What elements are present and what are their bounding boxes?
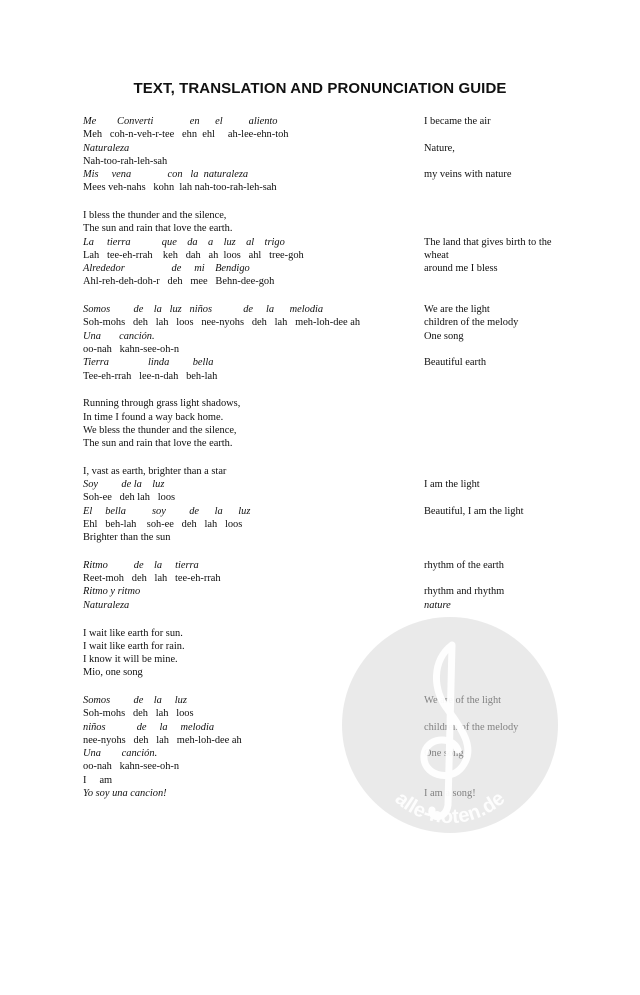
original-text: Tee-eh-rrah lee-n-dah beh-lah [83, 370, 218, 382]
watermark-text: alle-noten.de [390, 787, 510, 829]
stanza [0, 465, 640, 545]
original-text: nee-nyohs deh lah meh-loh-dee ah [83, 734, 242, 746]
original-text: Reet-moh deh lah tee-eh-rrah [83, 573, 221, 585]
lyric-row [0, 249, 640, 262]
lyric-row [0, 262, 640, 275]
lyric-row [0, 437, 640, 450]
original-text: Alrededor de mi Bendigo [83, 263, 250, 275]
translation-text: wheat [424, 249, 449, 261]
original-text: Naturaleza [83, 142, 130, 154]
stanza [0, 115, 640, 195]
original-text: Soh-ee deh lah loos [83, 492, 176, 504]
translation-text: children of the melody [424, 317, 519, 329]
lyric-row [0, 316, 640, 329]
translation-text: around me I bless [424, 263, 498, 275]
original-text: Soh-mohs deh lah loos [83, 708, 194, 720]
translation-text: Beautiful, I am the light [424, 505, 524, 517]
translation-text: One song [424, 330, 464, 342]
lyric-row [0, 559, 640, 572]
translation-text: We are the light [424, 304, 490, 316]
translation-text: rhythm and rhythm [424, 586, 505, 598]
stanza [0, 209, 640, 289]
translation-text: I am the light [424, 479, 480, 491]
original-text: Una canción. [83, 330, 155, 342]
original-text: oo-nah kahn-see-oh-n [83, 343, 180, 355]
lyric-row [0, 397, 640, 410]
original-text: oo-nah kahn-see-oh-n [83, 761, 180, 773]
stanza [0, 559, 640, 612]
original-text: Lah tee-eh-rrah keh dah ah loos ahl tree-goh [83, 249, 304, 261]
stanza [0, 397, 640, 450]
original-text: Yo soy una cancion! [83, 787, 167, 799]
lyric-row [0, 115, 640, 128]
translation-text: nature [424, 599, 451, 611]
original-text: Somos de la luz [83, 695, 187, 707]
lyric-row [0, 128, 640, 141]
original-text: The sun and rain that love the earth. [83, 223, 233, 235]
original-text: Meh coh-n-veh-r-tee ehn ehl ah-lee-ehn-toh [83, 129, 289, 141]
original-text: Soy de la luz [83, 479, 165, 491]
translation-text: The land that gives birth to the [424, 236, 552, 248]
original-text: La tierra que da a luz al trigo [83, 236, 285, 248]
lyric-row [0, 478, 640, 491]
lyric-row [0, 599, 640, 612]
lyric-row [0, 236, 640, 249]
translation-text: Beautiful earth [424, 357, 487, 369]
lyric-row [0, 330, 640, 343]
lyric-row [0, 505, 640, 518]
original-text: In time I found a way back home. [83, 411, 224, 423]
original-text: Ritmo y ritmo [83, 586, 141, 598]
original-text: Ehl beh-lah soh-ee deh lah loos [83, 518, 243, 530]
original-text: The sun and rain that love the earth. [83, 438, 233, 450]
original-text: Naturaleza [83, 599, 130, 611]
page-title: TEXT, TRANSLATION AND PRONUNCIATION GUIDE [133, 80, 507, 97]
lyric-row [0, 411, 640, 424]
original-text: Brighter than the sun [83, 532, 171, 544]
original-text: Ahl-reh-deh-doh-r deh mee Behn-dee-goh [83, 276, 275, 288]
translation-text: rhythm of the earth [424, 559, 504, 571]
lyric-row [0, 168, 640, 181]
original-text: Soh-mohs deh lah loos nee-nyohs deh lah meh-loh-dee ah [83, 317, 361, 329]
lyric-row [0, 424, 640, 437]
lyric-row [0, 222, 640, 235]
original-text: I wait like earth for rain. [83, 640, 185, 652]
original-text: Tierra linda bella [83, 357, 214, 369]
lyric-row [0, 491, 640, 504]
original-text: Mees veh-nahs kohn lah nah-too-rah-leh-sah [83, 182, 277, 194]
lyric-row [0, 275, 640, 288]
original-text: Nah-too-rah-leh-sah [83, 155, 168, 167]
original-text: I know it will be mine. [83, 654, 178, 666]
lyric-row [0, 370, 640, 383]
lyric-row [0, 343, 640, 356]
original-text: Una canción. [83, 748, 158, 760]
original-text: niños de la melodia [83, 721, 215, 733]
original-text: We bless the thunder and the silence, [83, 424, 237, 436]
original-text: El bella soy de la luz [83, 505, 251, 517]
translation-text: I became the air [424, 116, 491, 127]
watermark [340, 615, 560, 835]
original-text: Mio, one song [83, 667, 143, 679]
lyric-row [0, 356, 640, 369]
original-text: Running through grass light shadows, [83, 398, 241, 410]
lyric-row [0, 518, 640, 531]
lyric-row [0, 181, 640, 194]
original-text: Somos de la luz niños de la melodia [83, 304, 324, 316]
lyric-row [0, 585, 640, 598]
lyric-row [0, 142, 640, 155]
original-text: Me Converti en el aliento [83, 116, 278, 127]
original-text: Ritmo de la tierra [83, 559, 199, 571]
lyric-row [0, 155, 640, 168]
lyric-row [0, 303, 640, 316]
original-text: Mis vena con la naturaleza [83, 169, 249, 181]
translation-text: my veins with nature [424, 169, 512, 181]
original-text: I, vast as earth, brighter than a star [83, 465, 227, 477]
original-text: I bless the thunder and the silence, [83, 210, 227, 222]
stanza [0, 303, 640, 383]
translation-text: Nature, [424, 142, 455, 154]
lyric-row [0, 209, 640, 222]
original-text: I wait like earth for sun. [83, 627, 183, 639]
lyric-row [0, 572, 640, 585]
lyric-row [0, 465, 640, 478]
lyric-row [0, 531, 640, 544]
original-text: I am [83, 774, 113, 786]
